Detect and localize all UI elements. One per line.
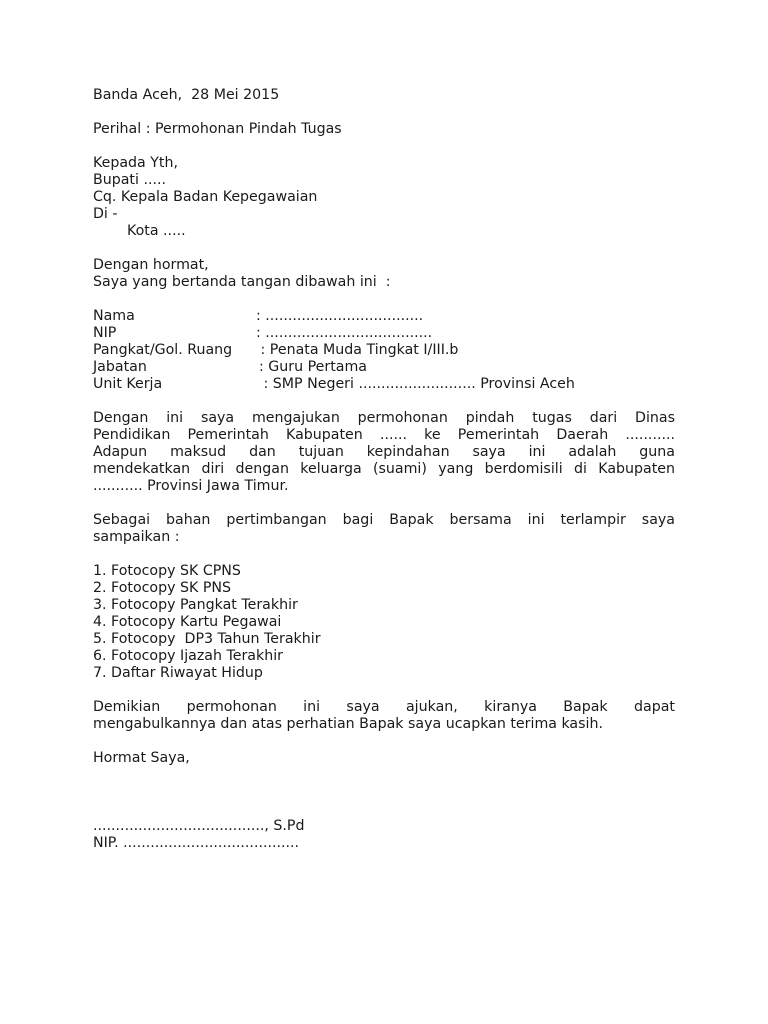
paragraph-line: Dengan ini saya mengajukan permohonan pindah tugas dari Dinas <box>93 410 675 426</box>
spacer <box>93 546 675 563</box>
identity-value: : Guru Pertama <box>259 359 367 375</box>
place-date: Banda Aceh, 28 Mei 2015 <box>93 87 280 103</box>
identity-value: : ................................... <box>256 308 424 324</box>
paragraph-line: Sebagai bahan pertimbangan bagi Bapak bersama ini terlampir saya <box>93 512 675 528</box>
paragraph-line: mendekatkan diri dengan keluarga (suami) yang berdomisili di Kabupaten <box>93 461 675 477</box>
recipient-line: Kepada Yth, <box>93 155 178 171</box>
spacer <box>93 784 675 801</box>
signature-nip: NIP. ....................................... <box>93 835 300 851</box>
paragraph-line: Demikian permohonan ini saya ajukan, kiranya Bapak dapat <box>93 699 675 715</box>
list-item: 4. Fotocopy Kartu Pegawai <box>93 614 282 630</box>
list-item: 7. Daftar Riwayat Hidup <box>93 665 263 681</box>
spacer <box>93 682 675 699</box>
spacer <box>93 393 675 410</box>
identity-value: : ..................................... <box>256 325 433 341</box>
spacer <box>93 767 675 784</box>
recipient-block <box>93 155 675 240</box>
identity-row <box>93 376 675 393</box>
identity-block <box>93 308 675 393</box>
closing-salutation: Hormat Saya, <box>93 750 190 766</box>
paragraph-line: mengabulkannya dan atas perhatian Bapak saya ucapkan terima kasih. <box>93 716 603 732</box>
identity-label: Pangkat/Gol. Ruang <box>93 342 233 358</box>
body-paragraph-request <box>93 410 675 495</box>
body-paragraph-attachments-intro <box>93 512 675 546</box>
spacer <box>93 495 675 512</box>
list-item: 2. Fotocopy SK PNS <box>93 580 232 596</box>
identity-row <box>93 359 675 376</box>
paragraph-line: Pendidikan Pemerintah Kabupaten ...... ke Pemerintah Daerah ........... <box>93 427 675 443</box>
identity-label: Jabatan <box>93 359 147 375</box>
signature-name: ......................................, S.Pd <box>93 818 305 834</box>
letter-document <box>93 87 675 852</box>
recipient-line: Cq. Kepala Badan Kepegawaian <box>93 189 318 205</box>
identity-row <box>93 308 675 325</box>
spacer <box>93 733 675 750</box>
attachment-list <box>93 563 675 682</box>
list-item: 5. Fotocopy DP3 Tahun Terakhir <box>93 631 321 647</box>
identity-row <box>93 342 675 359</box>
spacer <box>93 291 675 308</box>
greeting: Dengan hormat, <box>93 257 209 273</box>
recipient-line: Bupati ..... <box>93 172 166 188</box>
identity-label: Nama <box>93 308 135 324</box>
body-paragraph-closing <box>93 699 675 733</box>
paragraph-line: sampaikan : <box>93 529 180 545</box>
list-item: 1. Fotocopy SK CPNS <box>93 563 241 579</box>
recipient-city: Kota ..... <box>127 223 186 239</box>
paragraph-line: Adapun maksud dan tujuan kepindahan saya ini adalah guna <box>93 444 675 460</box>
paragraph-line: ........... Provinsi Jawa Timur. <box>93 478 289 494</box>
list-item: 6. Fotocopy Ijazah Terakhir <box>93 648 283 664</box>
list-item: 3. Fotocopy Pangkat Terakhir <box>93 597 298 613</box>
identity-row <box>93 325 675 342</box>
spacer <box>93 801 675 818</box>
recipient-line: Di - <box>93 206 118 222</box>
spacer <box>93 104 675 121</box>
identity-label: Unit Kerja <box>93 376 163 392</box>
identity-label: NIP <box>93 325 117 341</box>
identity-value: : Penata Muda Tingkat I/III.b <box>256 342 459 358</box>
subject-line: Perihal : Permohonan Pindah Tugas <box>93 121 342 137</box>
spacer <box>93 240 675 257</box>
spacer <box>93 138 675 155</box>
identity-value: : SMP Negeri .......................... Provinsi Aceh <box>259 376 575 392</box>
intro-line: Saya yang bertanda tangan dibawah ini : <box>93 274 391 290</box>
